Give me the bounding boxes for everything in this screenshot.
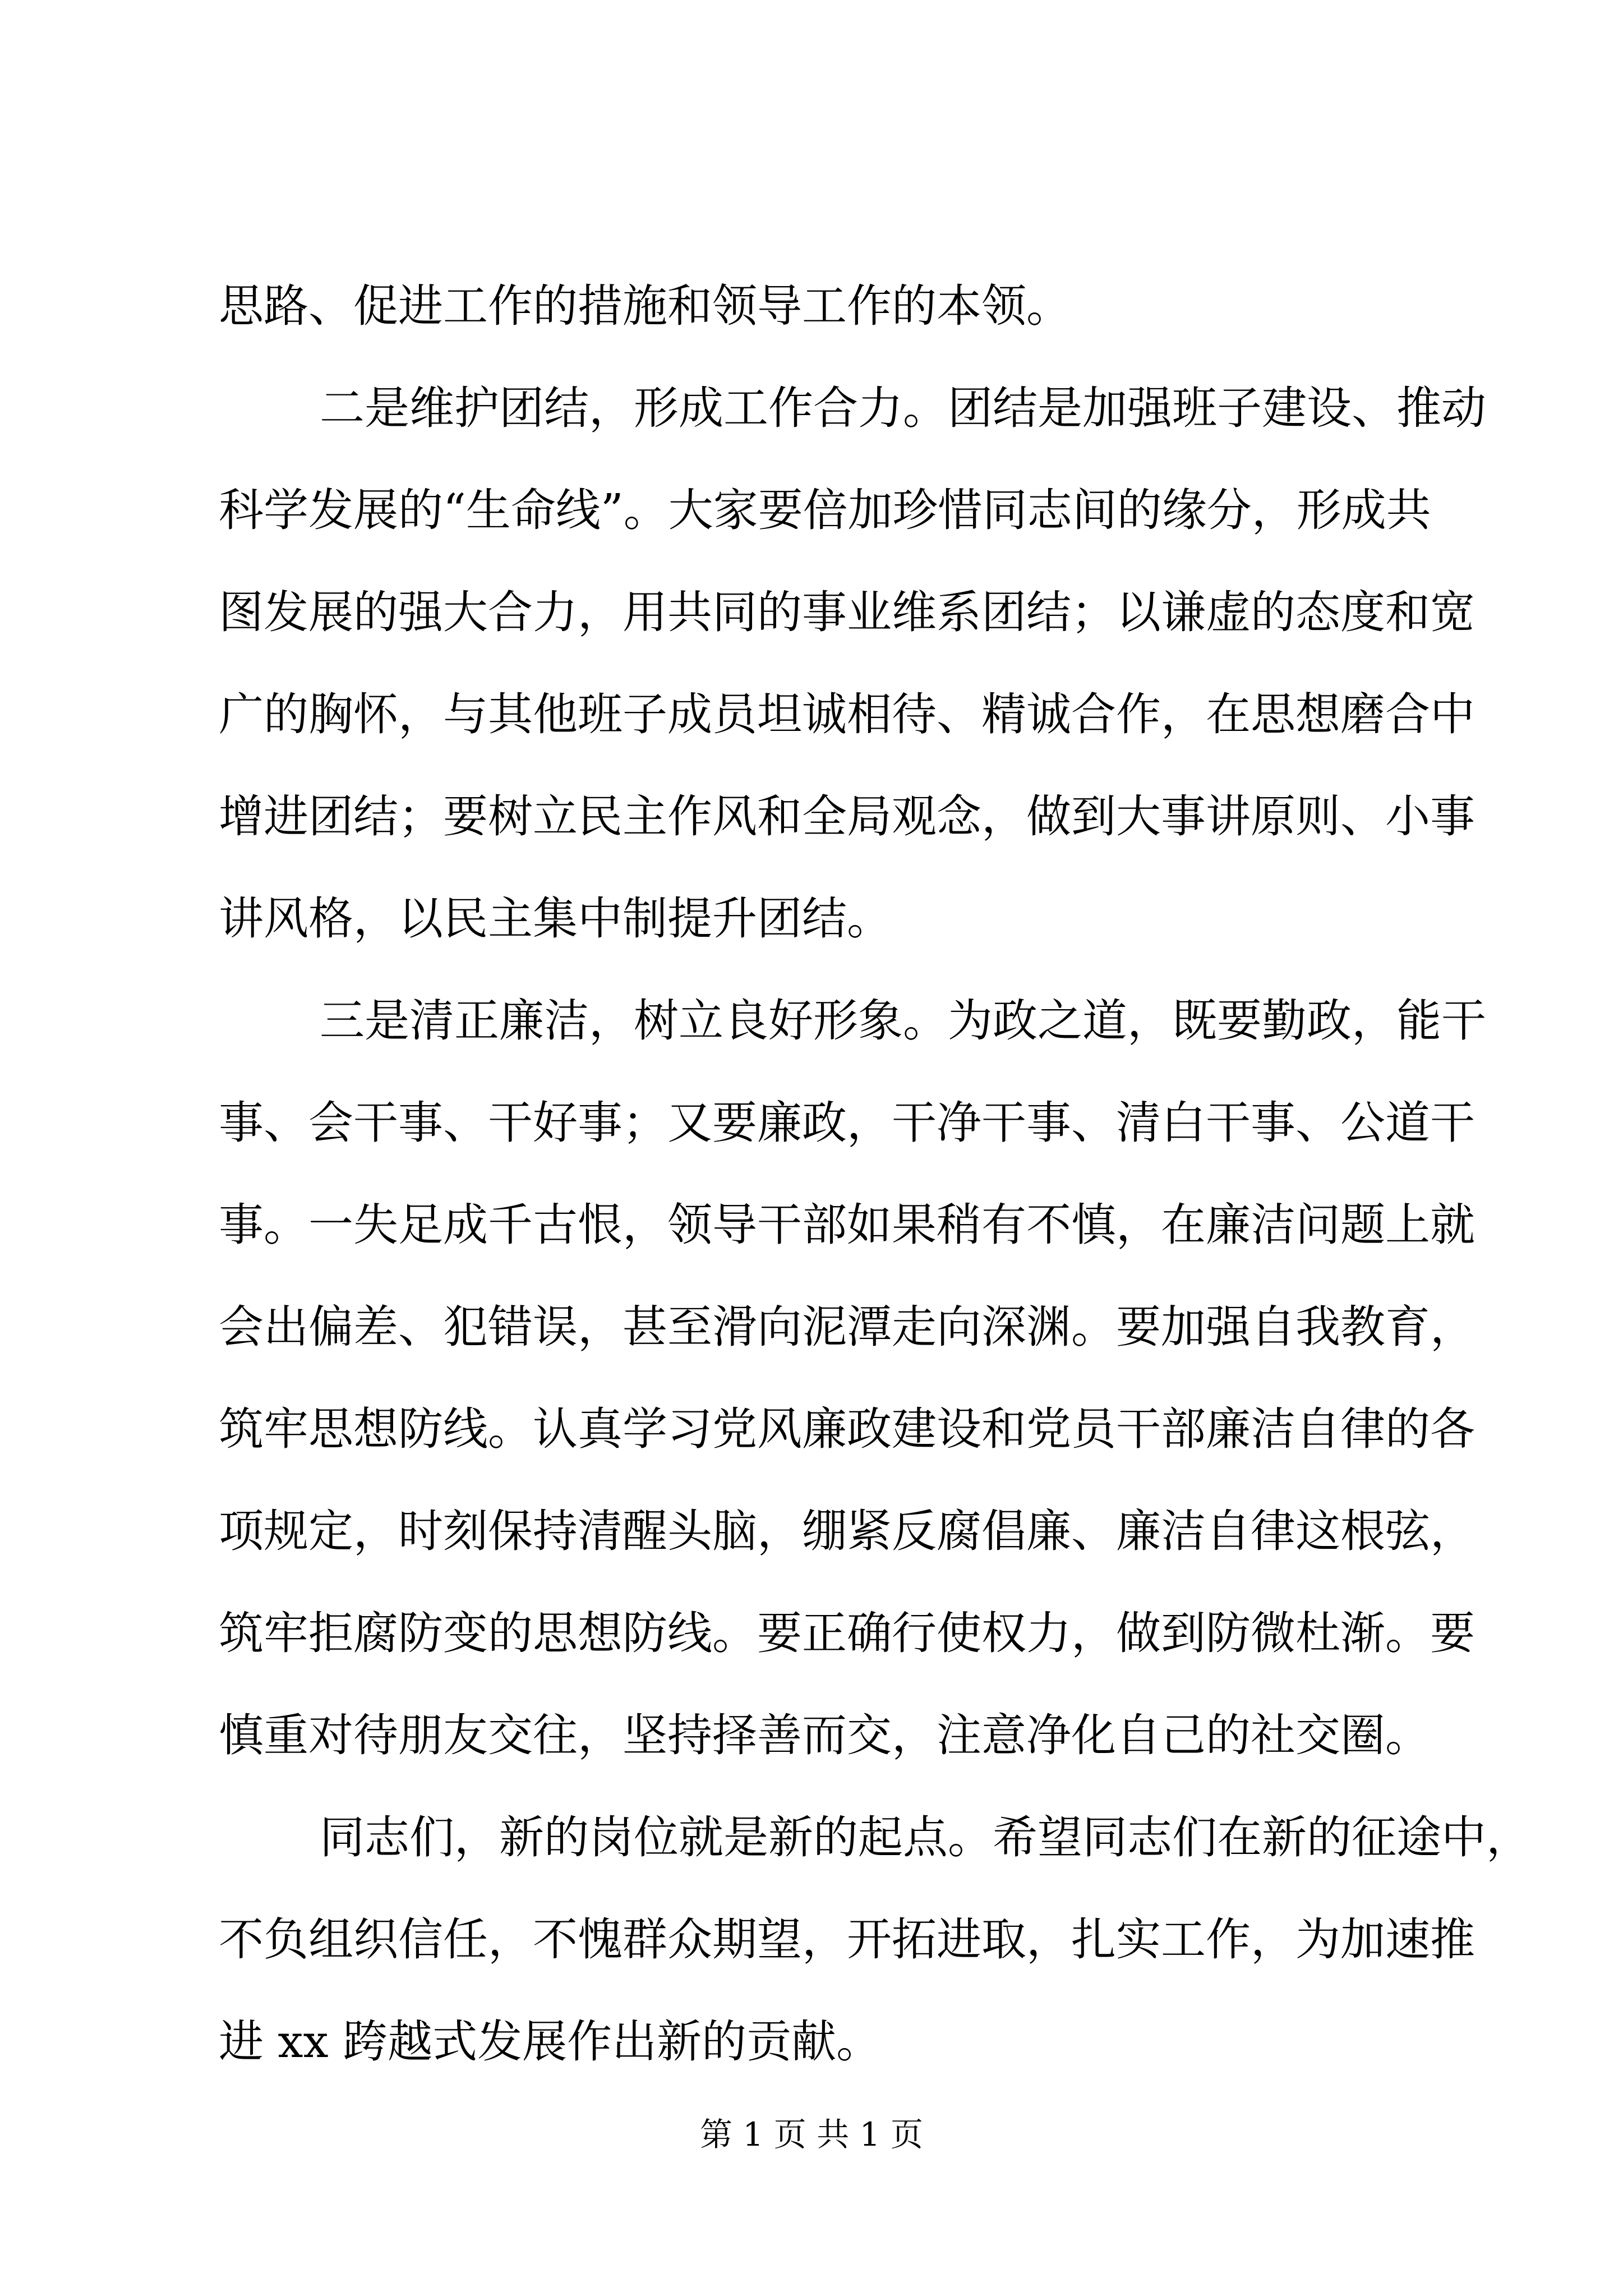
text-line: 图发展的强大合力，用共同的事业维系团结；以谦虚的态度和宽 xyxy=(219,586,1475,638)
paragraph-start-line: 三是清正廉洁，树立良好形象。为政之道，既要勤政，能干 xyxy=(320,995,1486,1047)
document-body xyxy=(219,255,1531,2093)
text-line: 筑牢思想防线。认真学习党风廉政建设和党员干部廉洁自律的各 xyxy=(219,1403,1475,1455)
text-line: 进 xx 跨越式发展作出新的贡献。 xyxy=(219,2016,882,2068)
text-line: 筑牢拒腐防变的思想防线。要正确行使权力，做到防微杜渐。要 xyxy=(219,1607,1475,1659)
text-line: 不负组织信任，不愧群众期望，开拓进取，扎实工作，为加速推 xyxy=(219,1913,1475,1966)
text-line: 思路、促进工作的措施和领导工作的本领。 xyxy=(219,280,1071,332)
text-line: 科学发展的“生命线”。大家要倍加珍惜同志间的缘分，形成共 xyxy=(219,484,1431,536)
page-number-label: 第 1 页 共 1 页 xyxy=(700,2115,923,2154)
paragraph-start-line: 二是维护团结，形成工作合力。团结是加强班子建设、推动 xyxy=(320,382,1486,434)
text-line: 会出偏差、犯错误，甚至滑向泥潭走向深渊。要加强自我教育， xyxy=(219,1301,1475,1353)
text-line: 广的胸怀，与其他班子成员坦诚相待、精诚合作，在思想磨合中 xyxy=(219,688,1475,740)
text-line: 事、会干事、干好事；又要廉政，干净干事、清白干事、公道干 xyxy=(219,1097,1475,1149)
text-line: 讲风格，以民主集中制提升团结。 xyxy=(219,892,892,945)
paragraph-start-line: 同志们，新的岗位就是新的起点。希望同志们在新的征途中， xyxy=(320,1811,1531,1864)
text-line: 慎重对待朋友交往，坚持择善而交，注意净化自己的社交圈。 xyxy=(219,1709,1430,1761)
text-line: 项规定，时刻保持清醒头脑，绷紧反腐倡廉、廉洁自律这根弦， xyxy=(219,1505,1475,1557)
page-footer xyxy=(0,2112,1623,2157)
text-line: 事。一失足成千古恨，领导干部如果稍有不慎，在廉洁问题上就 xyxy=(219,1199,1475,1251)
text-line: 增进团结；要树立民主作风和全局观念，做到大事讲原则、小事 xyxy=(219,790,1475,843)
